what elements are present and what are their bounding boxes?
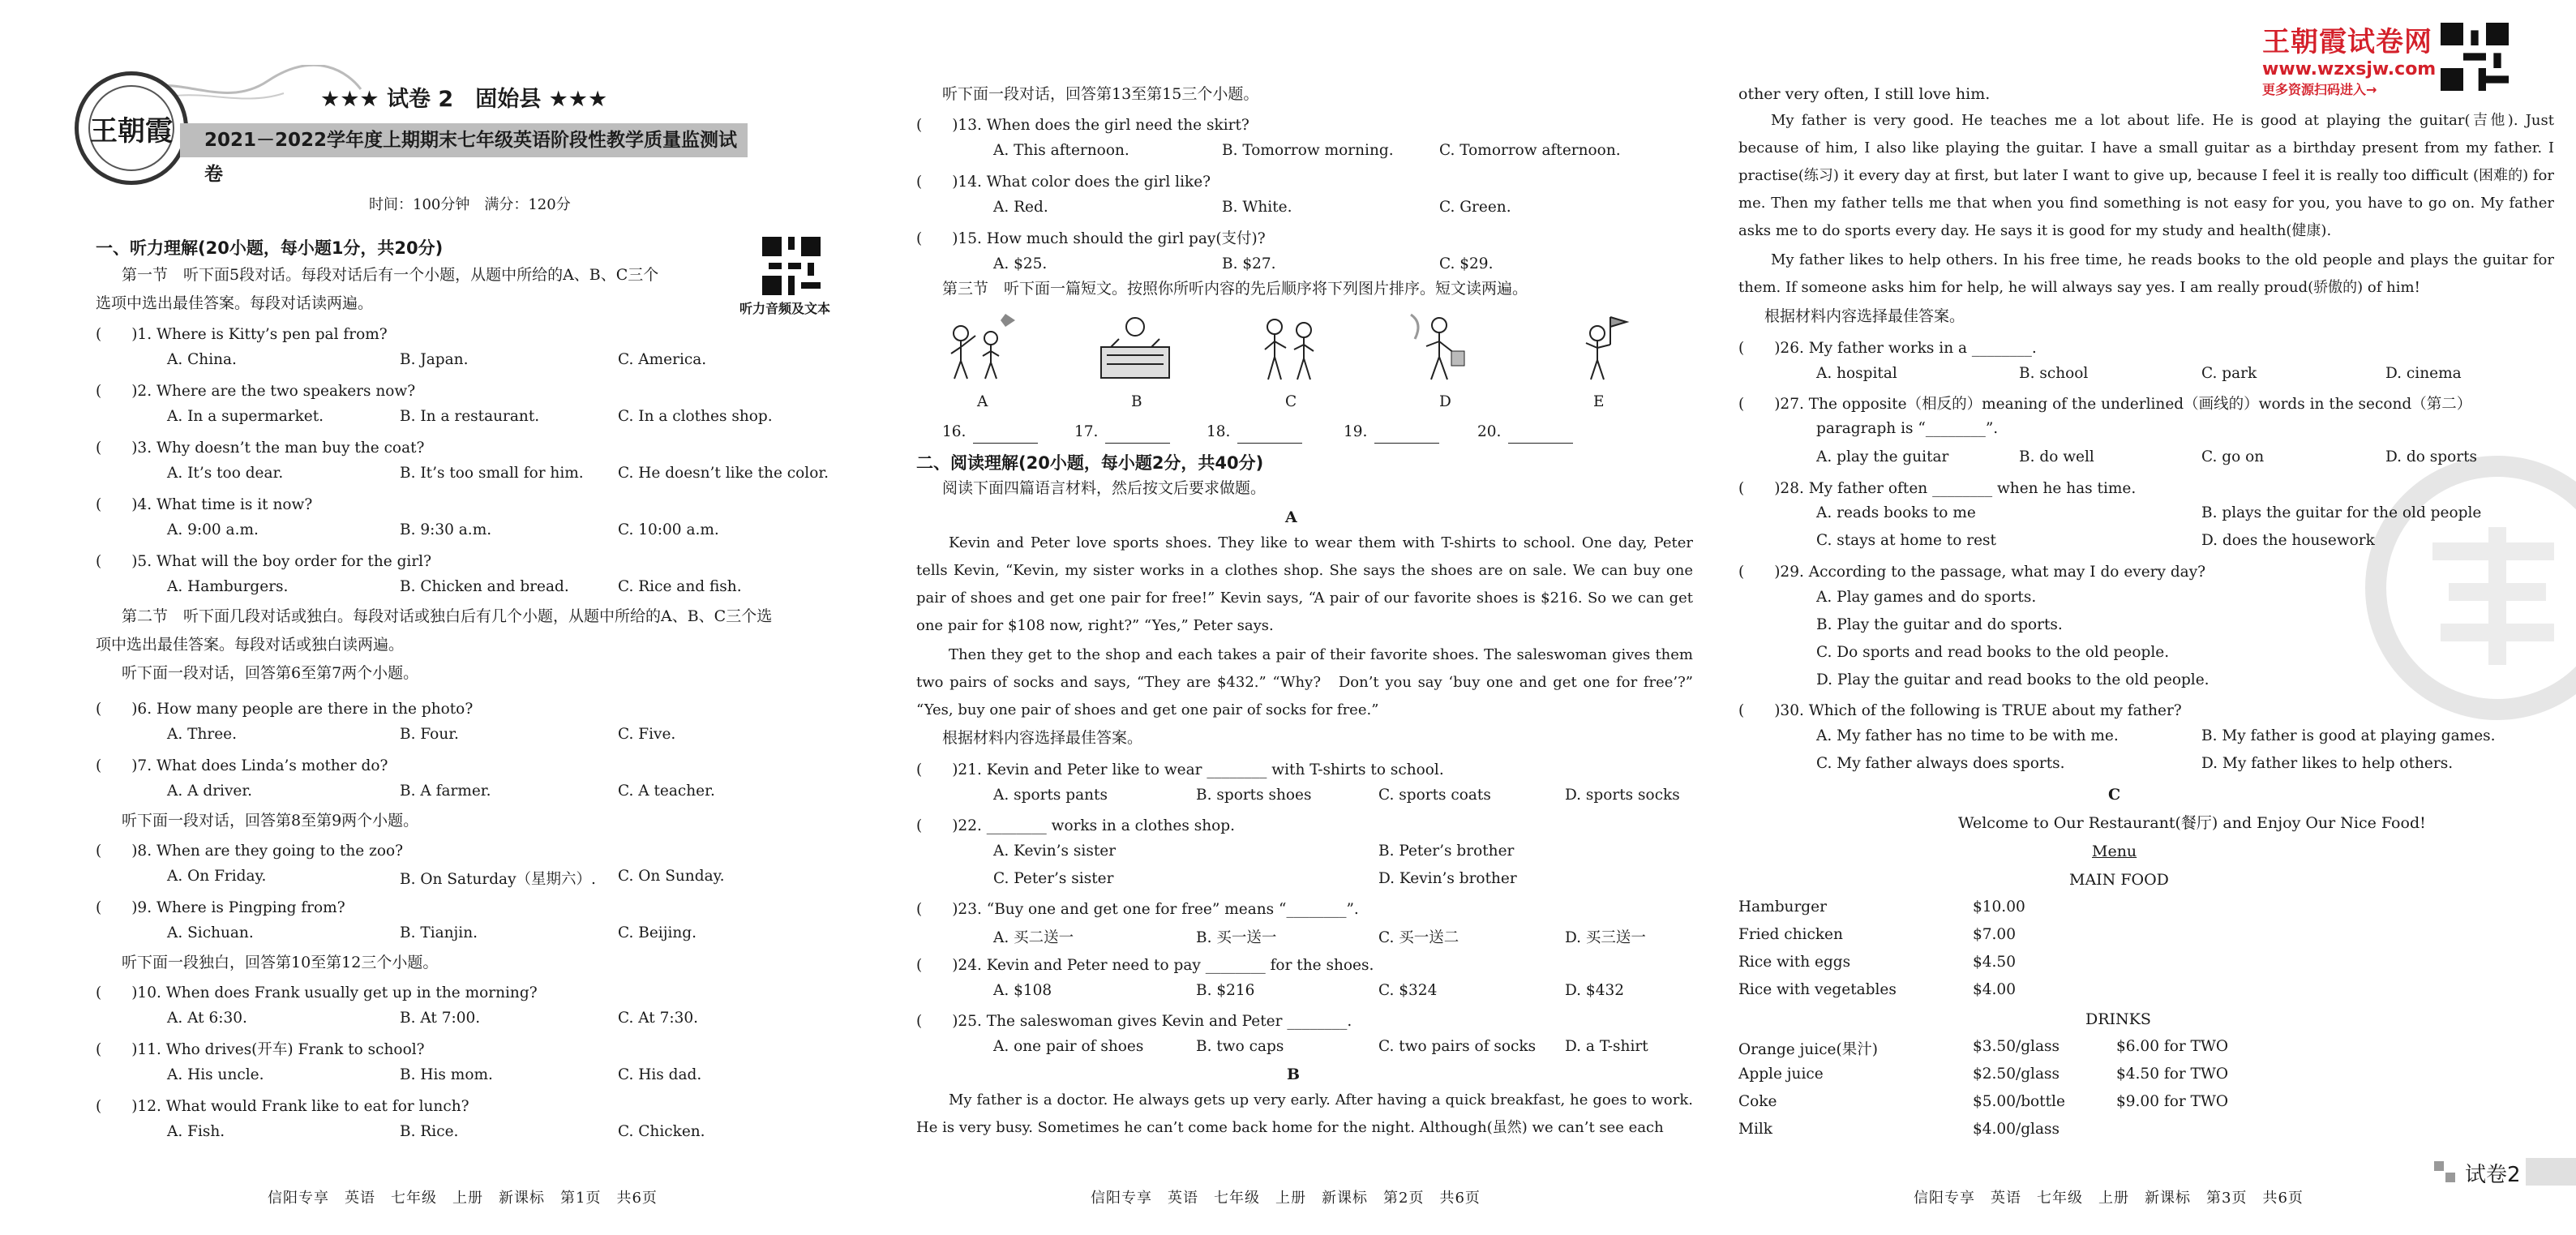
brand-qr-code-icon[interactable]: [2441, 23, 2509, 91]
option-d: D. a T-shirt: [1565, 1038, 1648, 1055]
option-b: B. plays the guitar for the old people: [2201, 504, 2482, 521]
watermark-seal-icon: [2360, 454, 2576, 722]
option-a: A. reads books to me: [1816, 504, 1976, 521]
drink-name: Milk: [1738, 1121, 1772, 1138]
question-30: ( )30. Which of the following is TRUE about my father?: [1738, 702, 2182, 719]
question-6: ( )6. How many people are there in the photo?: [96, 701, 474, 718]
drink-price: $2.50/glass: [1973, 1066, 2060, 1083]
page-footer: 信阳专享 英语 七年级 上册 新课标 第2页 共6页: [1091, 1190, 1481, 1207]
option-a: A. At 6:30.: [167, 1010, 247, 1027]
option-d: D. sports socks: [1565, 787, 1680, 804]
passage-c-label: C: [2108, 786, 2121, 804]
menu-item-name: Fried chicken: [1738, 926, 1843, 943]
option-b: B. In a restaurant.: [400, 408, 540, 425]
option-a: A. It’s too dear.: [167, 465, 284, 482]
question-10: ( )10. When does Frank usually get up in the morning?: [96, 984, 538, 1001]
passage-b-instruction: 根据材料内容选择最佳答案。: [1764, 307, 1965, 325]
option-b: B. do well: [2019, 448, 2094, 465]
option-b: B. Peter’s brother: [1378, 843, 1515, 860]
option-c: C. He doesn’t like the color.: [618, 465, 829, 482]
menu-item-price: $4.50: [1973, 954, 2016, 971]
option-d: D. does the housework: [2201, 532, 2375, 549]
question-2: ( )2. Where are the two speakers now?: [96, 383, 416, 400]
page-3: [1735, 0, 2576, 1235]
dialogue-intro: 听下面一段对话，回答第13至第15三个小题。: [942, 85, 1259, 103]
drinks-title: DRINKS: [2085, 1010, 2151, 1028]
page-1: [0, 0, 859, 1235]
option-d: D. 买三送一: [1565, 929, 1646, 946]
time-info: 时间：100分钟 满分：120分: [369, 196, 571, 213]
option-b: B. A farmer.: [400, 783, 491, 800]
qr-code-icon[interactable]: [762, 237, 821, 295]
option-b: B. $216: [1196, 982, 1255, 999]
option-c: C. Peter’s sister: [993, 870, 1114, 887]
passage-b-paragraph-2: My father is very good. He teaches me a lot about life. He is good at playing the guitar(吉他). Just because of him, I also like playing the guitar. I have a small guitar as a birthday present from my father. I practise(练习) it every day at first, but later I want to give up, because I feel it is really too difficult (困难的) for me. Then my father tells me that when you find something is not easy for you, you have to go on. My father asks me to do sports every day. He says it is good for my study and health(健康).: [1738, 112, 2554, 239]
option-c: C. My father always does sports.: [1816, 755, 2065, 772]
answer-slot-20: 20.: [1477, 423, 1502, 440]
picture-label: B: [1131, 393, 1142, 410]
option-b: B. Chicken and bread.: [400, 578, 569, 595]
question-29: ( )29. According to the passage, what may I do every day?: [1738, 564, 2206, 581]
option-b: B. $27.: [1222, 255, 1276, 272]
menu-item-name: Hamburger: [1738, 898, 1827, 916]
option-b: B. 9:30 a.m.: [400, 521, 492, 538]
option-b: B. White.: [1222, 199, 1292, 216]
option-c: C. America.: [618, 351, 707, 368]
option-a: A. Hamburgers.: [167, 578, 289, 595]
question-26: ( )26. My father works in a ________.: [1738, 340, 2037, 357]
part-1-instruction: 第一节 听下面5段对话。每段对话后有一个小题，从题中所给的A、B、C三个: [122, 266, 659, 284]
question-1: ( )1. Where is Kitty’s pen pal from?: [96, 326, 388, 343]
menu-welcome: Welcome to Our Restaurant(餐厅) and Enjoy Our Nice Food!: [1958, 814, 2426, 832]
monologue-intro: 听下面一段独白，回答第10至第12三个小题。: [122, 954, 439, 971]
option-a: A. hospital: [1816, 365, 1897, 382]
answer-blank[interactable]: [1508, 428, 1573, 444]
option-c: C. Tomorrow afternoon.: [1439, 142, 1621, 159]
qr-label: 听力音频及文本: [739, 301, 831, 316]
option-b: B. It’s too small for him.: [400, 465, 584, 482]
picture-label: A: [977, 393, 988, 410]
passage-b-continued: other very often, I still love him.: [1738, 85, 1991, 103]
passage-a-paragraph-2: Then they get to the shop and each takes a pair of their favorite shoes. The saleswoman gives them two pairs of socks and says, “They are $432.” “Why? Don’t you say ‘buy one and get one for free’?” “Yes, buy one pair of shoes and get one pair of socks for free.”: [916, 646, 1693, 718]
option-b: B. Tianjin.: [400, 924, 478, 941]
exam-title: 2021－2022学年度上期期末七年级英语阶段性教学质量监测试卷: [180, 123, 748, 157]
question-13: ( )13. When does the girl need the skirt?: [916, 117, 1249, 134]
paper-tag: 试卷2: [2465, 1163, 2521, 1187]
option-b: B. Rice.: [400, 1123, 459, 1140]
passage-a-instruction: 根据材料内容选择最佳答案。: [942, 729, 1143, 747]
option-a: A. China.: [167, 351, 237, 368]
logo-text: 王朝霞: [88, 85, 174, 171]
question-3: ( )3. Why doesn’t the man buy the coat?: [96, 440, 425, 457]
option-c: C. Do sports and read books to the old people.: [1816, 644, 2170, 661]
option-d: D. My father likes to help others.: [2201, 755, 2454, 772]
brand-url: www.wzxsjw.com: [2262, 59, 2437, 79]
option-c: C. Green.: [1439, 199, 1511, 216]
option-c: C. sports coats: [1378, 787, 1491, 804]
picture-e-girl-flag: [1557, 311, 1638, 385]
corner-tag-icon: [2434, 1161, 2455, 1182]
option-a: A. On Friday.: [167, 868, 267, 885]
answer-blank[interactable]: [973, 428, 1038, 444]
dialogue-intro: 听下面一段对话，回答第8至第9两个小题。: [122, 812, 419, 830]
question-28: ( )28. My father often ________ when he has time.: [1738, 480, 2137, 497]
part-2-instruction-2: 项中选出最佳答案。每段对话或独白读两遍。: [96, 636, 405, 654]
picture-d-boy-bucket: [1403, 311, 1484, 385]
menu-item-price: $7.00: [1973, 926, 2016, 943]
question-14: ( )14. What color does the girl like?: [916, 174, 1211, 191]
option-b: B. On Saturday（星期六）.: [400, 871, 596, 888]
option-b: B. sports shoes: [1196, 787, 1312, 804]
answer-slot-16: 16.: [942, 423, 967, 440]
option-d: D. cinema: [2385, 365, 2462, 382]
option-b: B. Play the guitar and do sports.: [1816, 616, 2063, 633]
option-a: A. Sichuan.: [167, 924, 254, 941]
drink-name: Coke: [1738, 1093, 1777, 1110]
answer-slot-17: 17.: [1074, 423, 1099, 440]
passage-b-label: B: [1287, 1066, 1301, 1083]
option-b: B. At 7:00.: [400, 1010, 481, 1027]
question-22: ( )22. ________ works in a clothes shop.: [916, 817, 1235, 834]
picture-label: C: [1285, 393, 1297, 410]
option-a: A. This afternoon.: [993, 142, 1129, 159]
question-9: ( )9. Where is Pingping from?: [96, 899, 345, 916]
brand-name: 王朝霞试卷网: [2262, 26, 2432, 58]
question-21: ( )21. Kevin and Peter like to wear ________ with T-shirts to school.: [916, 761, 1444, 778]
question-24: ( )24. Kevin and Peter need to pay ________ for the shoes.: [916, 957, 1374, 974]
drink-name: Apple juice: [1738, 1066, 1824, 1083]
option-a: A. Fish.: [167, 1123, 225, 1140]
option-a: A. one pair of shoes: [993, 1038, 1144, 1055]
brand-header[interactable]: [2262, 19, 2436, 98]
option-b: B. His mom.: [400, 1066, 493, 1083]
option-d: D. do sports: [2385, 448, 2478, 465]
menu-item-price: $4.00: [1973, 981, 2016, 998]
menu-item-name: Rice with eggs: [1738, 954, 1851, 971]
tag-bar: [2526, 1158, 2576, 1186]
passage-a-label: A: [1285, 508, 1297, 526]
option-a: A. In a supermarket.: [167, 408, 324, 425]
option-c: C. Chicken.: [618, 1123, 705, 1140]
picture-label: E: [1593, 393, 1605, 410]
picture-a-kids-kite: [941, 311, 1022, 385]
brand-slogan: 更多资源扫码进入→: [2262, 82, 2377, 97]
option-d: D. Play the guitar and read books to the old people.: [1816, 671, 2210, 688]
option-c: C. Beijing.: [618, 924, 697, 941]
picture-b-shop-counter: [1095, 311, 1176, 385]
page-2: [892, 0, 1703, 1235]
dialogue-intro: 听下面一段对话，回答第6至第7两个小题。: [122, 664, 419, 682]
question-4: ( )4. What time is it now?: [96, 496, 313, 513]
answer-slot-18: 18.: [1207, 423, 1231, 440]
menu-title: Menu: [2092, 843, 2137, 860]
page-footer: 信阳专享 英语 七年级 上册 新课标 第1页 共6页: [268, 1190, 658, 1207]
option-c: C. In a clothes shop.: [618, 408, 773, 425]
picture-label: D: [1439, 393, 1451, 410]
picture-c-two-kids: [1249, 311, 1330, 385]
option-b: B. Four.: [400, 726, 459, 743]
option-c: C. His dad.: [618, 1066, 702, 1083]
option-c: C. park: [2201, 365, 2257, 382]
option-a: A. $25.: [993, 255, 1048, 272]
option-a: A. Kevin’s sister: [993, 843, 1117, 860]
drink-price: $3.50/glass: [1973, 1038, 2060, 1055]
menu-item-name: Rice with vegetables: [1738, 981, 1897, 998]
drink-deal: $6.00 for TWO: [2116, 1038, 2229, 1055]
option-b: B. Japan.: [400, 351, 469, 368]
passage-b-paragraph-3: My father likes to help others. In his free time, he reads books to the old people and plays the guitar for them. If someone asks him for help, he will always say yes. I am really proud(骄傲的) of him!: [1738, 251, 2554, 296]
drink-deal: $9.00 for TWO: [2116, 1093, 2229, 1110]
drink-price: $5.00/bottle: [1973, 1093, 2065, 1110]
option-c: C. 10:00 a.m.: [618, 521, 719, 538]
section-2-intro: 阅读下面四篇语言材料，然后按文后要求做题。: [942, 479, 1267, 497]
brand-logo-badge: [75, 71, 188, 185]
answer-blank[interactable]: [1374, 428, 1439, 444]
option-a: A. 买二送一: [993, 929, 1074, 946]
option-c: C. go on: [2201, 448, 2265, 465]
option-b: B. two caps: [1196, 1038, 1284, 1055]
option-a: A. My father has no time to be with me.: [1816, 727, 2119, 744]
option-c: C. stays at home to rest: [1816, 532, 1996, 549]
question-27: ( )27. The opposite（相反的）meaning of the underlined（画线的）words in the second（第二）: [1738, 396, 2472, 413]
section-2-title: 二、阅读理解(20小题，每小题2分，共40分): [916, 453, 1264, 473]
drink-price: $4.00/glass: [1973, 1121, 2060, 1138]
option-c: C. $324: [1378, 982, 1438, 999]
option-b: B. Tomorrow morning.: [1222, 142, 1394, 159]
question-25: ( )25. The saleswoman gives Kevin and Peter ________.: [916, 1013, 1352, 1030]
question-11: ( )11. Who drives(开车) Frank to school?: [96, 1041, 425, 1058]
page-footer: 信阳专享 英语 七年级 上册 新课标 第3页 共6页: [1914, 1190, 2304, 1207]
option-c: C. $29.: [1439, 255, 1494, 272]
option-c: C. A teacher.: [618, 783, 715, 800]
option-a: A. 9:00 a.m.: [167, 521, 259, 538]
option-b: B. 买一送一: [1196, 929, 1277, 946]
option-c: C. At 7:30.: [618, 1010, 699, 1027]
question-12: ( )12. What would Frank like to eat for lunch?: [96, 1098, 469, 1115]
answer-blank[interactable]: [1237, 428, 1302, 444]
part-3-instruction: 第三节 听下面一篇短文。按照你所听内容的先后顺序将下列图片排序。短文读两遍。: [942, 280, 1528, 298]
option-d: D. Kevin’s brother: [1378, 870, 1517, 887]
option-d: D. $432: [1565, 982, 1625, 999]
drink-deal: $4.50 for TWO: [2116, 1066, 2229, 1083]
option-b: B. school: [2019, 365, 2089, 382]
option-c: C. Rice and fish.: [618, 578, 742, 595]
option-a: A. $108: [993, 982, 1052, 999]
option-a: A. play the guitar: [1816, 448, 1949, 465]
option-a: A. sports pants: [993, 787, 1108, 804]
menu-item-price: $10.00: [1973, 898, 2025, 916]
option-c: C. On Sunday.: [618, 868, 725, 885]
drink-name: Orange juice(果汁): [1738, 1041, 1878, 1058]
option-c: C. 买一送二: [1378, 929, 1459, 946]
option-c: C. two pairs of socks: [1378, 1038, 1537, 1055]
question-15: ( )15. How much should the girl pay(支付)?: [916, 230, 1266, 247]
main-food-title: MAIN FOOD: [2069, 871, 2169, 889]
answer-slot-19: 19.: [1344, 423, 1368, 440]
part-1-instruction-2: 选项中选出最佳答案。每段对话读两遍。: [96, 294, 374, 312]
option-a: A. Red.: [993, 199, 1048, 216]
option-a: A. Play games and do sports.: [1816, 589, 2037, 606]
passage-b-paragraph-1: My father is a doctor. He always gets up very early. After having a quick breakfast, he goes to work. He is very busy. Sometimes he can’t come back home for the night. Although(虽然) we can’t see each: [916, 1091, 1693, 1136]
passage-a-paragraph-1: Kevin and Peter love sports shoes. They like to wear them with T-shirts to school. One day, Peter tells Kevin, “Kevin, my sister works in a clothes shop. She says the shoes are on sale. We can buy one pair of shoes and get one pair for free!” Kevin says, “A pair of our favorite shoes is $216. So we can get one pair for $108 now, right?” “Yes,” Peter says.: [916, 534, 1693, 634]
option-b: B. My father is good at playing games.: [2201, 727, 2496, 744]
option-a: A. A driver.: [167, 783, 253, 800]
option-a: A. Three.: [167, 726, 237, 743]
answer-blank[interactable]: [1105, 428, 1170, 444]
option-a: A. His uncle.: [167, 1066, 264, 1083]
question-7: ( )7. What does Linda’s mother do?: [96, 757, 388, 774]
question-27-cont: paragraph is “________”.: [1816, 420, 1999, 437]
exam-label: ★★★ 试卷 2 固始县 ★★★: [320, 87, 608, 112]
question-23: ( )23. “Buy one and get one for free” means “________”.: [916, 901, 1359, 918]
part-2-instruction: 第二节 听下面几段对话或独白。每段对话或独白后有几个小题，从题中所给的A、B、C三个选: [122, 607, 773, 625]
option-c: C. Five.: [618, 726, 676, 743]
question-8: ( )8. When are they going to the zoo?: [96, 843, 404, 860]
question-5: ( )5. What will the boy order for the girl?: [96, 553, 432, 570]
section-1-title: 一、听力理解(20小题，每小题1分，共20分): [96, 238, 444, 258]
